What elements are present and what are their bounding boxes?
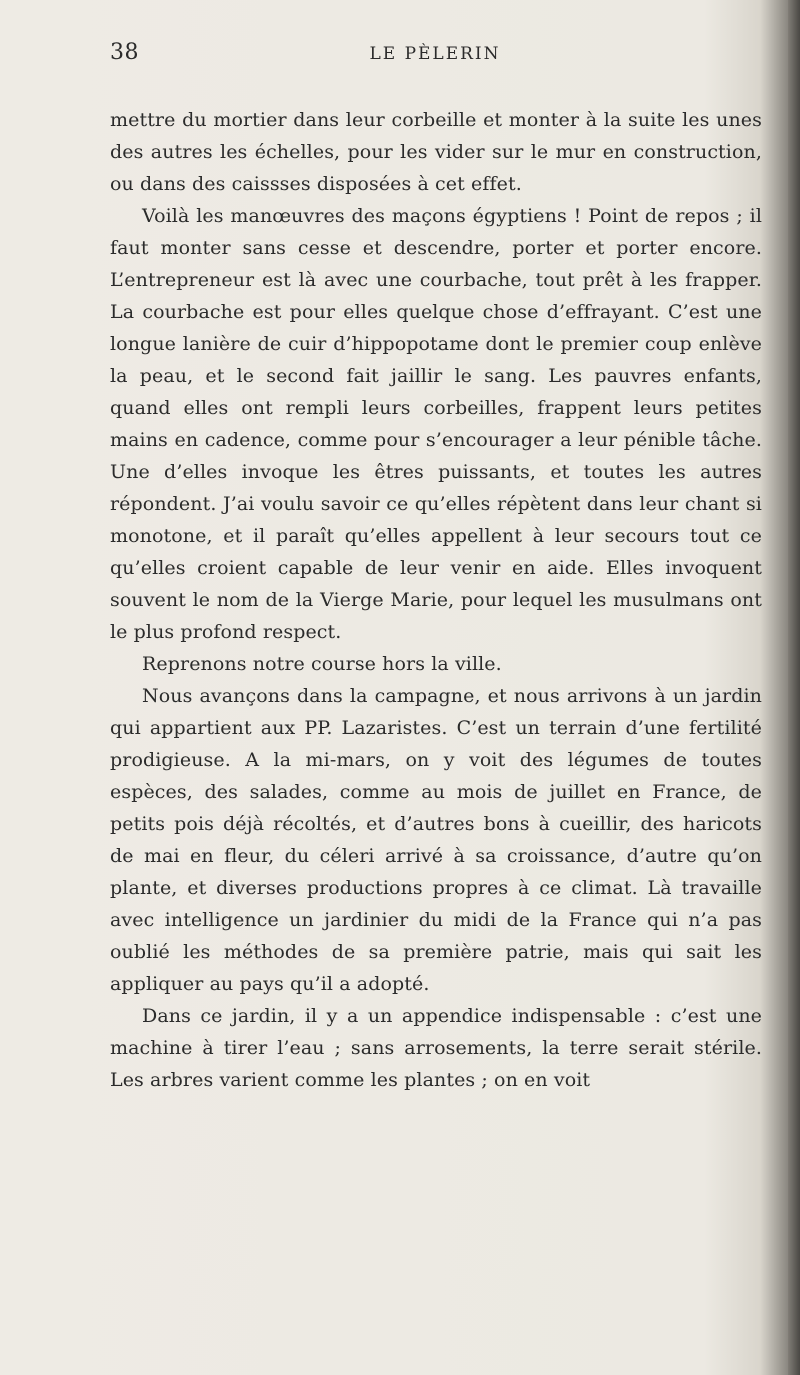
paragraph-resume: Reprenons notre course hors la ville. bbox=[142, 653, 502, 675]
page-number: 38 bbox=[110, 40, 139, 65]
body-text bbox=[110, 104, 762, 1096]
running-head: LE PÈLERIN bbox=[369, 44, 501, 64]
paragraph-water-machine: Dans ce jardin, il y a un appendice indispensable : c’est une machine à tirer l’eau ; sans arrosements, la terre serait stérile. Les arbres varient comme les plantes ; on en voit bbox=[110, 1005, 762, 1091]
page-edge-shadow bbox=[788, 0, 800, 1375]
paragraph-continuation: mettre du mortier dans leur corbeille et monter à la suite les unes des autres les échelles, pour les vider sur le mur en construction, ou dans des caissses disposées à cet effet. bbox=[110, 109, 762, 195]
paragraph-masons: Voilà les manœuvres des maçons égyptiens ! Point de repos ; il faut monter sans cesse et descendre, porter et porter encore. L’entrepreneur est là avec une courbache, tout prêt à les frapper. La courbache est pour elles quelque chose d’effrayant. C’est une longue lanière de cuir d’hippopotame dont le premier coup enlève la peau, et le second fait jaillir le sang. Les pauvres enfants, quand elles ont rempli leurs corbeilles, frappent leurs petites mains en cadence, comme pour s’encourager a leur pénible tâche. Une d’elles invoque les êtres puissants, et toutes les autres répondent. J’ai voulu savoir ce qu’elles répètent dans leur chant si monotone, et il paraît qu’elles appellent à leur secours tout ce qu’elles croient capable de leur venir en aide. Elles invoquent souvent le nom de la Vierge Marie, pour lequel les musulmans ont le plus profond respect. bbox=[110, 205, 762, 643]
page-header bbox=[110, 40, 760, 74]
paragraph-garden: Nous avançons dans la campagne, et nous arrivons à un jardin qui appartient aux PP. Lazaristes. C’est un terrain d’une fertilité prodigieuse. A la mi-mars, on y voit des légumes de toutes espèces, des salades, comme au mois de juillet en France, de petits pois déjà récoltés, et d’autres bons à cueillir, des haricots de mai en fleur, du céleri arrivé à sa croissance, d’autre qu’on plante, et diverses productions propres à ce climat. Là travaille avec intelligence un jardinier du midi de la France qui n’a pas oublié les méthodes de sa première patrie, mais qui sait les appliquer au pays qu’il a adopté. bbox=[110, 685, 762, 995]
